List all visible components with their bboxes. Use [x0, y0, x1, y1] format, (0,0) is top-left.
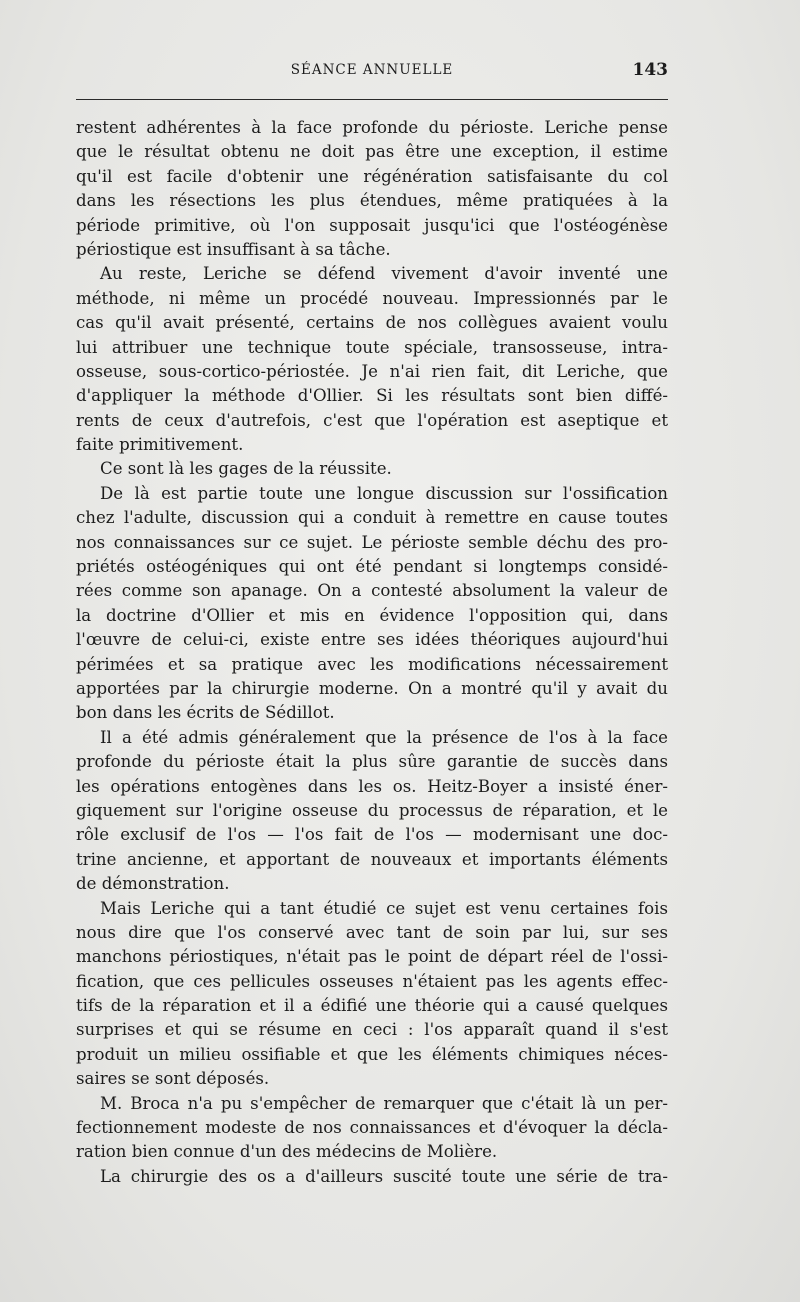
body-text: [76, 116, 668, 1189]
text-line: tifs de la réparation et il a édifié une théorie qui a causé quelques: [76, 996, 668, 1016]
text-line: osseuse, sous-cortico-périostée. Je n'ai rien fait, dit Leriche, que: [76, 361, 668, 381]
text-line: la doctrine d'Ollier et mis en évidence l'opposition qui, dans: [76, 605, 668, 625]
text-line: manchons périostiques, n'était pas le point de départ réel de l'ossi-: [76, 947, 668, 967]
text-line: M. Broca n'a pu s'empêcher de remarquer que c'était là un per-: [100, 1093, 668, 1113]
text-line: ration bien connue d'un des médecins de Molière.: [76, 1142, 498, 1162]
text-line: les opérations entogènes dans les os. Heitz-Boyer a insisté éner-: [76, 776, 668, 796]
text-line: qu'il est facile d'obtenir une régénération satisfaisante du col: [76, 166, 668, 186]
text-line: d'appliquer la méthode d'Ollier. Si les résultats sont bien diffé-: [76, 386, 668, 406]
text-line: fectionnement modeste de nos connaissances et d'évoquer la décla-: [76, 1118, 668, 1138]
text-line: méthode, ni même un procédé nouveau. Impressionnés par le: [76, 288, 668, 308]
text-line: rôle exclusif de l'os — l'os fait de l'os — modernisant une doc-: [76, 825, 668, 845]
text-line: l'œuvre de celui-ci, existe entre ses idées théoriques aujourd'hui: [76, 630, 668, 650]
text-line: cas qu'il avait présenté, certains de nos collègues avaient voulu: [76, 313, 668, 333]
text-line: rents de ceux d'autrefois, c'est que l'opération est aseptique et: [76, 410, 668, 430]
text-line: périmées et sa pratique avec les modifications nécessairement: [76, 654, 668, 674]
text-line: priétés ostéogéniques qui ont été pendant si longtemps considé-: [76, 557, 668, 577]
text-line: faite primitivement.: [76, 435, 244, 455]
text-line: Il a été admis généralement que la présence de l'os à la face: [100, 727, 668, 747]
text-line: que le résultat obtenu ne doit pas être une exception, il estime: [76, 142, 668, 162]
text-line: bon dans les écrits de Sédillot.: [76, 703, 335, 723]
text-line: De là est partie toute une longue discussion sur l'ossification: [100, 483, 668, 503]
text-line: Au reste, Leriche se défend vivement d'avoir inventé une: [100, 264, 668, 284]
text-line: dans les résections les plus étendues, même pratiquées à la: [76, 191, 668, 211]
text-line: Ce sont là les gages de la réussite.: [100, 459, 392, 479]
running-title: SÉANCE ANNUELLE: [290, 62, 454, 78]
text-line: périostique est insuffisant à sa tâche.: [76, 239, 391, 259]
text-line: La chirurgie des os a d'ailleurs suscité toute une série de tra-: [100, 1166, 668, 1186]
text-line: restent adhérentes à la face profonde du périoste. Leriche pense: [76, 118, 668, 137]
text-line: produit un milieu ossifiable et que les éléments chimiques néces-: [76, 1044, 668, 1064]
text-line: chez l'adulte, discussion qui a conduit à remettre en cause toutes: [76, 508, 668, 528]
text-line: profonde du périoste était la plus sûre garantie de succès dans: [76, 752, 668, 772]
text-line: trine ancienne, et apportant de nouveaux et importants éléments: [76, 849, 668, 869]
text-line: giquement sur l'origine osseuse du processus de réparation, et le: [76, 800, 668, 820]
text-line: nous dire que l'os conservé avec tant de soin par lui, sur ses: [76, 922, 668, 942]
text-line: fication, que ces pellicules osseuses n'étaient pas les agents effec-: [76, 971, 668, 991]
text-line: nos connaissances sur ce sujet. Le périoste semble déchu des pro-: [76, 532, 668, 552]
text-line: rées comme son apanage. On a contesté absolument la valeur de: [76, 581, 668, 601]
page-number: 143: [632, 60, 668, 80]
text-line: de démonstration.: [76, 874, 230, 894]
text-line: saires se sont déposés.: [76, 1069, 270, 1089]
text-line: lui attribuer une technique toute spéciale, transosseuse, intra-: [76, 337, 668, 357]
text-line: surprises et qui se résume en ceci : l'os apparaît quand il s'est: [76, 1020, 668, 1040]
text-line: Mais Leriche qui a tant étudié ce sujet est venu certaines fois: [100, 898, 668, 918]
page-header: [76, 60, 668, 86]
header-rule: [76, 99, 668, 100]
text-line: période primitive, où l'on supposait jusqu'ici que l'ostéogénèse: [76, 215, 668, 235]
text-line: apportées par la chirurgie moderne. On a montré qu'il y avait du: [76, 678, 668, 698]
